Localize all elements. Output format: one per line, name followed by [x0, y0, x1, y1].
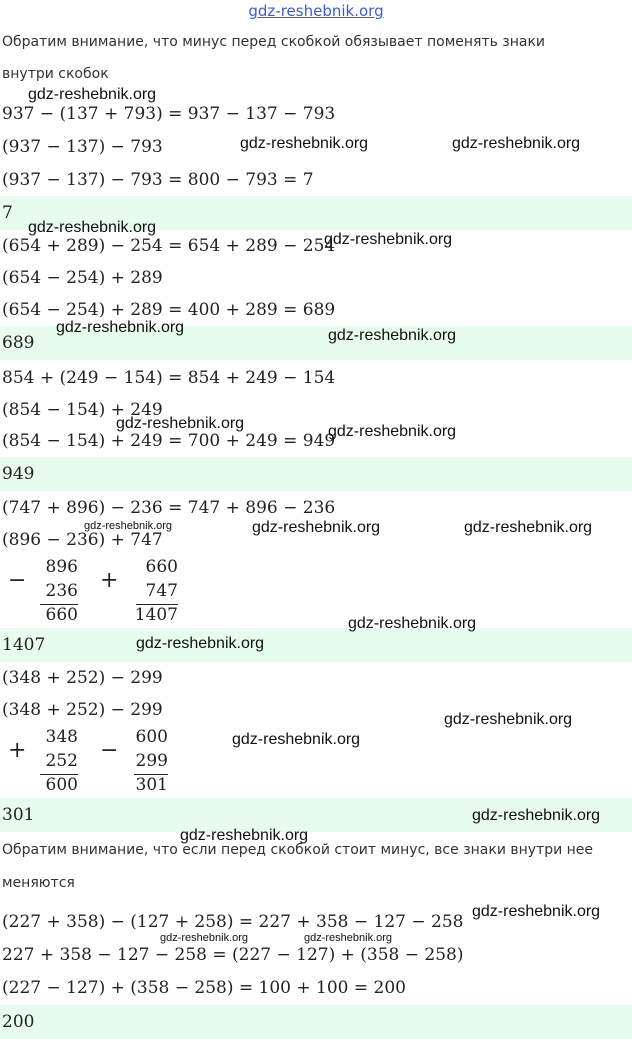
- equation-line: (227 + 358) − (127 + 258) = 227 + 358 − 127 − 258: [2, 912, 464, 932]
- equation-line: (654 − 254) + 289: [2, 268, 163, 288]
- column-result: 660: [45, 605, 78, 625]
- watermark-text: gdz-reshebnik.org: [28, 86, 157, 103]
- column-calculation: [134, 727, 168, 795]
- column-calculation: [136, 557, 178, 625]
- equation-line: (937 − 137) − 793: [2, 137, 163, 157]
- watermark-text: gdz-reshebnik.org: [464, 519, 593, 536]
- equation-line: (348 + 252) − 299: [2, 668, 163, 688]
- equation-line: (854 − 154) + 249: [2, 400, 163, 420]
- answer-value: 949: [2, 464, 35, 484]
- equation-line: (747 + 896) − 236 = 747 + 896 − 236: [2, 498, 336, 518]
- column-result: 1407: [134, 605, 178, 625]
- watermark-text: gdz-reshebnik.org: [232, 731, 361, 748]
- note-text-continued: внутри скобок: [2, 66, 109, 82]
- equation-line: (654 + 289) − 254 = 654 + 289 − 254: [2, 236, 336, 256]
- column-operand: 348: [45, 727, 78, 747]
- equation-line: (348 + 252) − 299: [2, 700, 163, 720]
- watermark-text: gdz-reshebnik.org: [160, 932, 249, 944]
- watermark-text: gdz-reshebnik.org: [452, 135, 581, 152]
- answer-value: 200: [2, 1012, 35, 1032]
- answer-row: [0, 457, 632, 491]
- column-result: 301: [135, 775, 168, 795]
- column-operand: 600: [135, 727, 168, 747]
- watermark-text: gdz-reshebnik.org: [328, 327, 457, 344]
- watermark-text: gdz-reshebnik.org: [56, 319, 185, 336]
- site-header-link[interactable]: gdz-reshebnik.org: [248, 2, 384, 20]
- watermark-text: gdz-reshebnik.org: [252, 519, 381, 536]
- watermark-text: gdz-reshebnik.org: [240, 135, 369, 152]
- column-calculation: [40, 727, 78, 795]
- watermark-text: gdz-reshebnik.org: [328, 423, 457, 440]
- equation-line: (654 − 254) + 289 = 400 + 289 = 689: [2, 300, 336, 320]
- watermark-text: gdz-reshebnik.org: [180, 827, 309, 844]
- column-operand: 236: [45, 581, 78, 601]
- equation-line: (937 − 137) − 793 = 800 − 793 = 7: [2, 170, 314, 190]
- answer-value: 7: [2, 203, 13, 223]
- column-operand: 660: [145, 557, 178, 577]
- column-operand: 747: [145, 581, 178, 601]
- answer-row: [0, 628, 632, 662]
- equation-line: (227 − 127) + (358 − 258) = 100 + 100 = 200: [2, 978, 406, 998]
- note-text-continued: меняются: [2, 875, 75, 891]
- equation-line: 227 + 358 − 127 − 258 = (227 − 127) + (358 − 258): [2, 945, 464, 965]
- equation-line: 854 + (249 − 154) = 854 + 249 − 154: [2, 368, 336, 388]
- column-operand: 252: [45, 751, 78, 771]
- note-text: Обратим внимание, что минус перед скобкой обязывает поменять знаки: [2, 34, 546, 50]
- watermark-text: gdz-reshebnik.org: [348, 615, 477, 632]
- answer-value: 689: [2, 333, 35, 353]
- watermark-text: gdz-reshebnik.org: [304, 932, 393, 944]
- column-operator: −: [100, 738, 119, 763]
- watermark-text: gdz-reshebnik.org: [472, 903, 601, 920]
- watermark-text: gdz-reshebnik.org: [84, 520, 173, 532]
- watermark-text: gdz-reshebnik.org: [444, 711, 573, 728]
- column-operator: −: [8, 568, 27, 593]
- note-text: Обратим внимание, что если перед скобкой стоит минус, все знаки внутри нее: [2, 842, 594, 858]
- column-operator: +: [100, 568, 119, 593]
- column-operand: 896: [45, 557, 78, 577]
- watermark-text: gdz-reshebnik.org: [472, 807, 601, 824]
- column-operand: 299: [135, 751, 168, 771]
- answer-row: [0, 1005, 632, 1039]
- watermark-text: gdz-reshebnik.org: [28, 219, 157, 236]
- equation-line: (854 − 154) + 249 = 700 + 249 = 949: [2, 431, 336, 451]
- column-operator: +: [8, 738, 27, 763]
- column-calculation: [40, 557, 78, 625]
- column-result: 600: [45, 775, 78, 795]
- equation-line: (896 − 236) + 747: [2, 530, 163, 550]
- watermark-text: gdz-reshebnik.org: [136, 635, 265, 652]
- watermark-text: gdz-reshebnik.org: [116, 415, 245, 432]
- watermark-text: gdz-reshebnik.org: [324, 231, 453, 248]
- equation-line: 937 − (137 + 793) = 937 − 137 − 793: [2, 104, 336, 124]
- answer-value: 301: [2, 805, 35, 825]
- answer-value: 1407: [2, 635, 46, 655]
